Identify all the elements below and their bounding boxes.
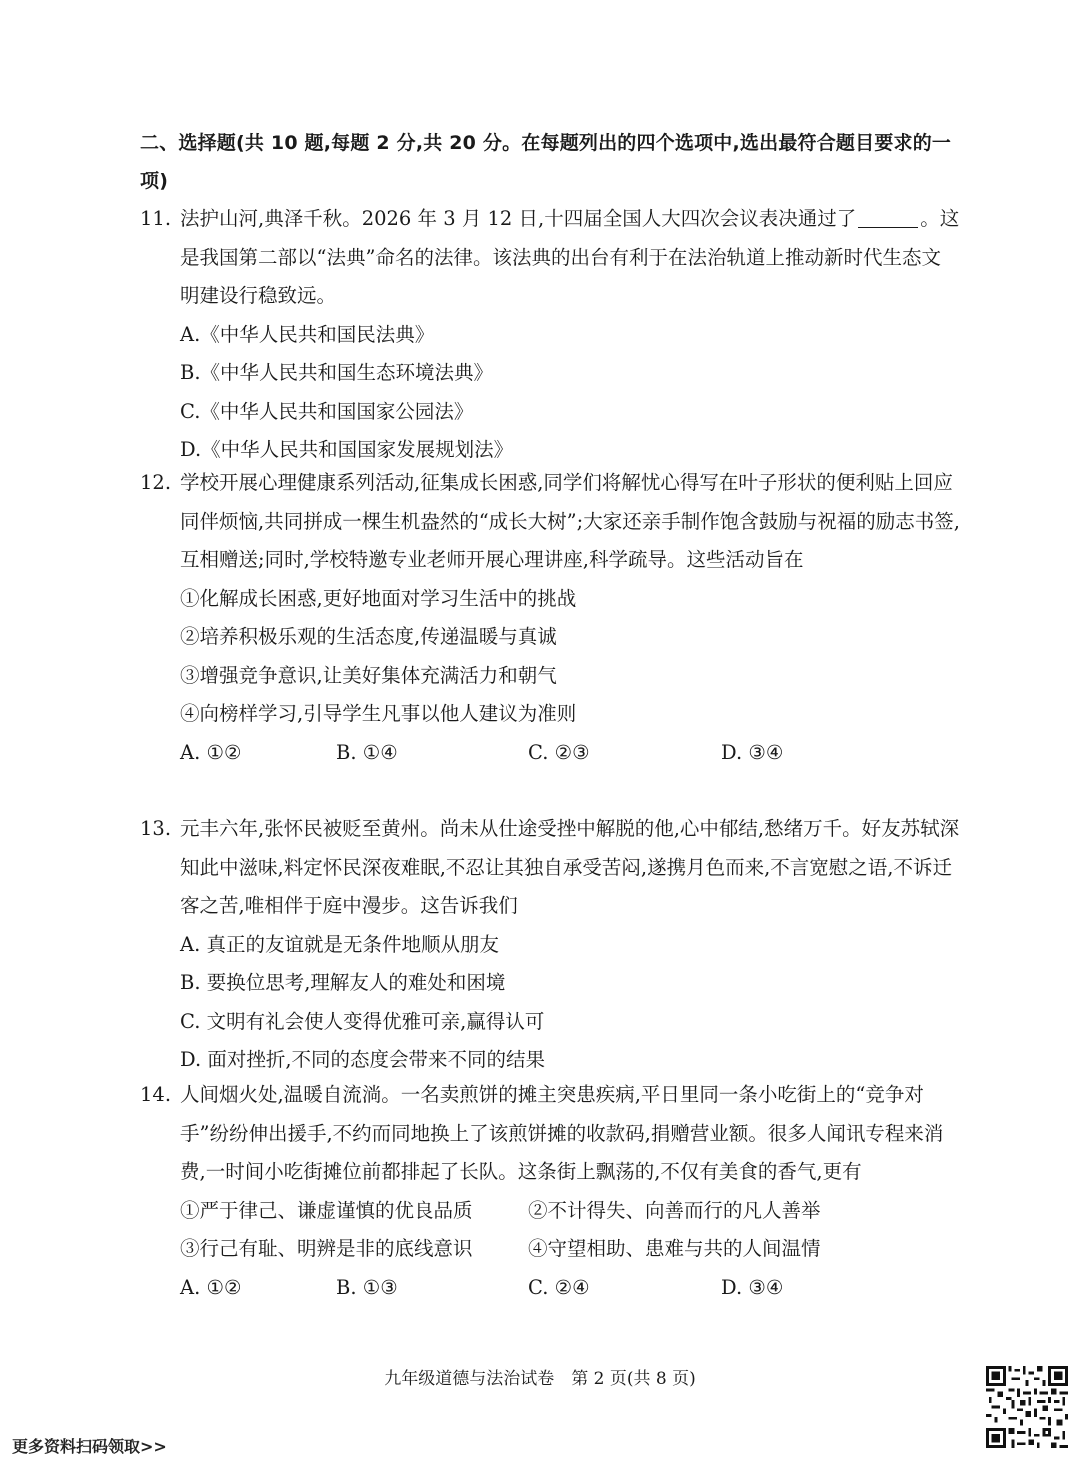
question-number: 11. xyxy=(140,207,172,230)
option-a: A. 真正的友谊就是无条件地顺从朋友 xyxy=(180,932,499,956)
statement-row-2 xyxy=(180,1230,960,1269)
statement-4: ④向榜样学习,引导学生凡事以他人建议为准则 xyxy=(180,702,577,725)
qr-code-icon[interactable] xyxy=(986,1366,1068,1448)
statement-2: ②培养积极乐观的生活态度,传递温暖与真诚 xyxy=(180,625,557,648)
option-c: C. 文明有礼会使人变得优雅可亲,赢得认可 xyxy=(180,1009,545,1033)
question-14 xyxy=(140,1076,960,1307)
statement-1: ①化解成长困惑,更好地面对学习生活中的挑战 xyxy=(180,586,577,610)
choice-row xyxy=(180,734,960,773)
stem-text: 人间烟火处,温暖自流淌。一名卖煎饼的摊主突患疾病,平日里同一条小吃街上的“竞争对手”纷纷伸出援手,不约而同地换上了该煎饼摊的收款码,捐赠营业额。很多人闻讯专程来消费,一时间小吃街摊位前都排起了长队。这条街上飘荡的,不仅有美食的香气,更有 xyxy=(180,1083,944,1183)
question-stem xyxy=(140,1076,960,1192)
choice-b: B. ①③ xyxy=(336,1275,398,1299)
choice-a: A. ①② xyxy=(180,1275,242,1299)
statement-row-1 xyxy=(180,1192,960,1231)
question-number: 14. xyxy=(140,1083,172,1106)
question-stem xyxy=(140,810,960,926)
promo-link-text[interactable]: 更多资料扫码领取>> xyxy=(12,1437,167,1456)
option-b: B. 要换位思考,理解友人的难处和困境 xyxy=(180,971,506,994)
option-d: D.《中华人民共和国国家发展规划法》 xyxy=(180,438,514,461)
statement-3: ③增强竞争意识,让美好集体充满活力和朝气 xyxy=(180,663,557,687)
choice-c: C. ②③ xyxy=(528,740,590,764)
choice-d: D. ③④ xyxy=(721,740,784,764)
stem-text: 学校开展心理健康系列活动,征集成长困惑,同学们将解忧心得写在叶子形状的便利贴上回应同伴烦恼,共同拼成一棵生机盎然的“成长大树”;大家还亲手制作饱含鼓励与祝福的励志书签,互相赠送;同时,学校特邀专业老师开展心理讲座,科学疏导。这些活动旨在 xyxy=(180,471,960,571)
choice-row xyxy=(180,1269,960,1308)
choice-d: D. ③④ xyxy=(721,1275,784,1299)
stem-text: 元丰六年,张怀民被贬至黄州。尚未从仕途受挫中解脱的他,心中郁结,愁绪万千。好友苏轼深知此中滋味,料定怀民深夜难眠,不忍让其独自承受苦闷,遂携月色而来,不言宽慰之语,不诉迁客之苦,唯相伴于庭中漫步。这告诉我们 xyxy=(180,817,960,917)
question-stem xyxy=(140,464,960,580)
section-heading: 二、选择题(共 10 题,每题 2 分,共 20 分。在每题列出的四个选项中,选出最符合题目要求的一项) xyxy=(140,132,952,192)
choice-a: A. ①② xyxy=(180,740,242,764)
question-number: 13. xyxy=(140,817,172,840)
stem-text-after-blank: 。这是我国第二部以“法典”命名的法律。该法典的出台有利于在法治轨道上推动新时代生态文明建设行稳致远。 xyxy=(180,207,960,307)
statement-2: ②不计得失、向善而行的凡人善举 xyxy=(528,1198,821,1222)
option-a: A.《中华人民共和国民法典》 xyxy=(180,322,435,346)
choice-b: B. ①④ xyxy=(336,740,398,764)
fill-in-blank xyxy=(858,207,918,228)
option-d: D. 面对挫折,不同的态度会带来不同的结果 xyxy=(180,1048,546,1071)
page-footer: 九年级道德与法治试卷 第 2 页(共 8 页) xyxy=(384,1369,696,1389)
statement-4: ④守望相助、患难与共的人间温情 xyxy=(528,1237,821,1260)
option-c: C.《中华人民共和国国家公园法》 xyxy=(180,399,474,423)
statement-3: ③行己有耻、明辨是非的底线意识 xyxy=(180,1237,473,1260)
choice-c: C. ②④ xyxy=(528,1275,590,1299)
question-number: 12. xyxy=(140,471,172,494)
option-b: B.《中华人民共和国生态环境法典》 xyxy=(180,361,494,384)
question-11 xyxy=(140,200,960,470)
question-13 xyxy=(140,810,960,1080)
question-stem xyxy=(140,200,960,316)
question-12 xyxy=(140,464,960,772)
stem-text-before-blank: 法护山河,典泽千秋。2026 年 3 月 12 日,十四届全国人大四次会议表决通过了 xyxy=(180,207,857,230)
statement-1: ①严于律己、谦虚谨慎的优良品质 xyxy=(180,1198,473,1222)
